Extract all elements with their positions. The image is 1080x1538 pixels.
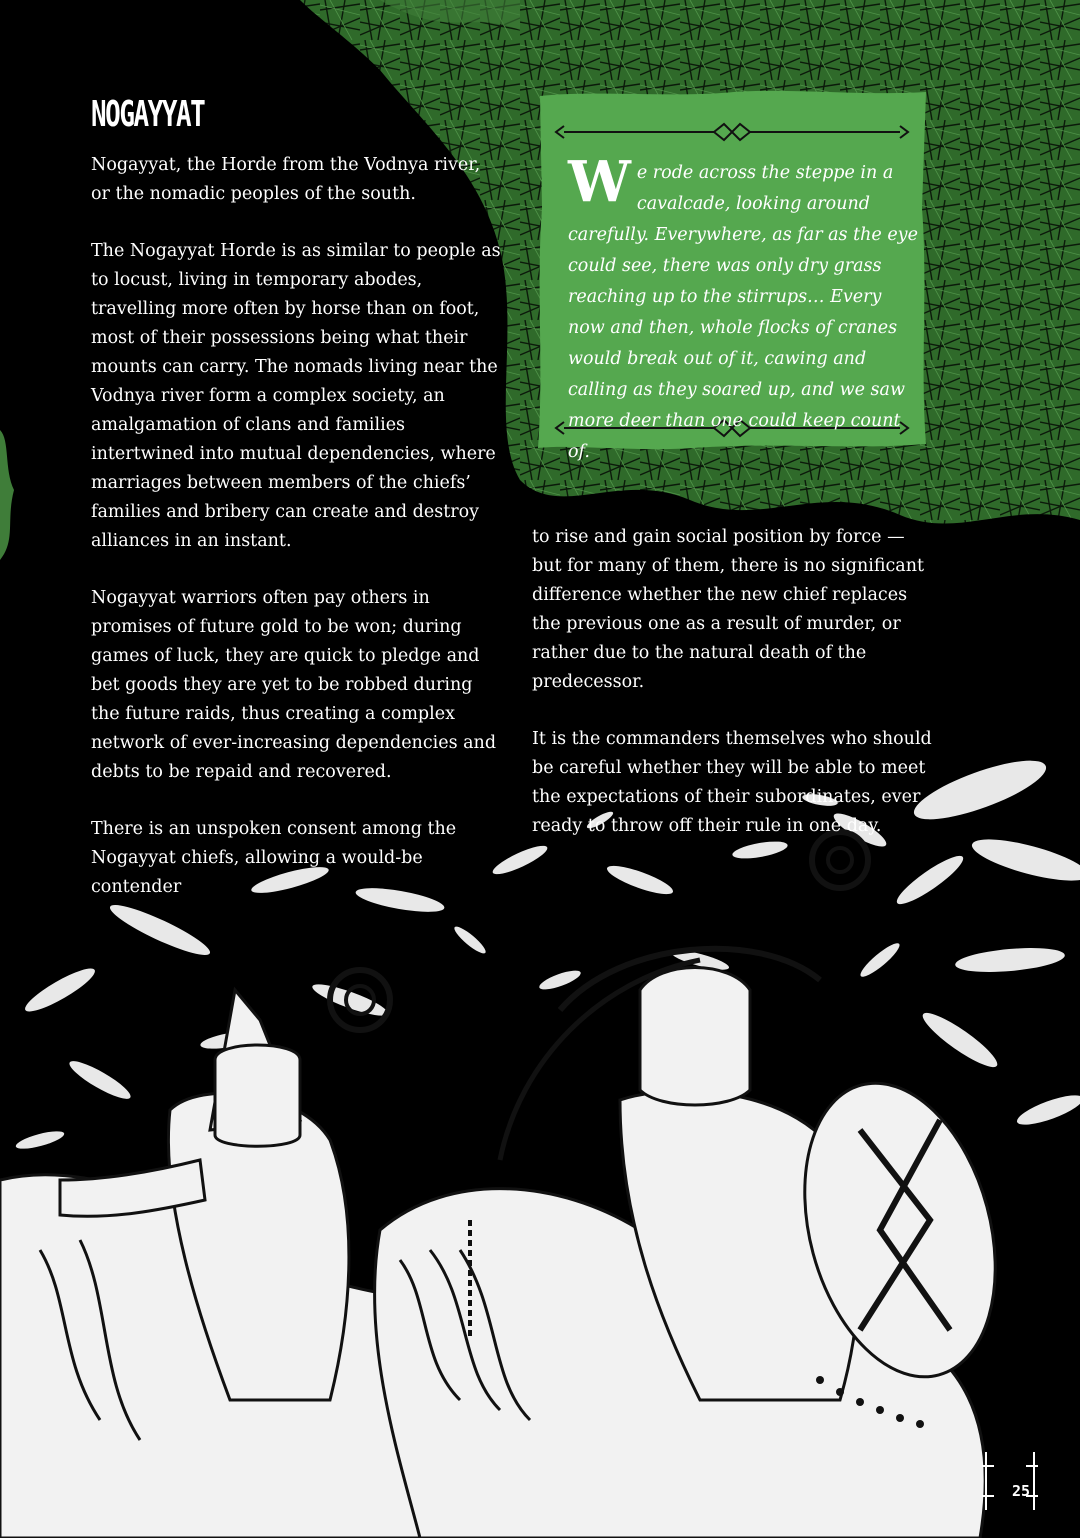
paragraph: The Nogayyat Horde is as similar to people as to locust, living in temporary abodes, travelling more often by horse than on foot, most of their possessions being what their mounts can carry. The nomads living near the Vodnya river form a complex society, an amalgamation of clans and families intertwined into mutual dependencies, where marriages between members of the chiefs’ families and bribery can create and destroy alliances in an instant. <box>91 241 501 551</box>
quote-body: e rode across the steppe in a cavalcade, looking around carefully. Everywhere, as far as the eye could see, there was only dry grass reaching up to the stirrups… Every now and then, whole flocks of cranes would break out of it, cawing and calling as they soared up, and we saw more deer than one could keep count of. <box>568 163 918 462</box>
quote-box <box>534 88 930 462</box>
quote-text <box>568 149 918 468</box>
left-column <box>91 151 501 930</box>
right-column <box>532 523 932 869</box>
dropcap: W <box>568 149 631 215</box>
paragraph: to rise and gain social position by force — but for many of them, there is no significant difference whether the new chief replaces the previous one as a result of murder, or rather due to the natural death of the predecessor. <box>532 527 925 692</box>
paragraph: There is an unspoken consent among the Nogayyat chiefs, allowing a would-be contender <box>91 819 457 897</box>
page-number: 25 <box>1012 1482 1031 1500</box>
page-title: NOGAYYAT <box>91 94 205 135</box>
paragraph: Nogayyat, the Horde from the Vodnya river, or the nomadic peoples of the south. <box>91 155 481 204</box>
paragraph: It is the commanders themselves who should be careful whether they will be able to meet the expectations of their subordinates, ever ready to throw off their rule in one day. <box>532 729 932 836</box>
paragraph: Nogayyat warriors often pay others in promises of future gold to be won; during games of luck, they are quick to pledge and bet goods they are yet to be robbed during the future raids, thus creating a complex network of ever-increasing dependencies and debts to be repaid and recovered. <box>91 588 497 782</box>
page-number-ornament-icon <box>980 1446 1040 1516</box>
